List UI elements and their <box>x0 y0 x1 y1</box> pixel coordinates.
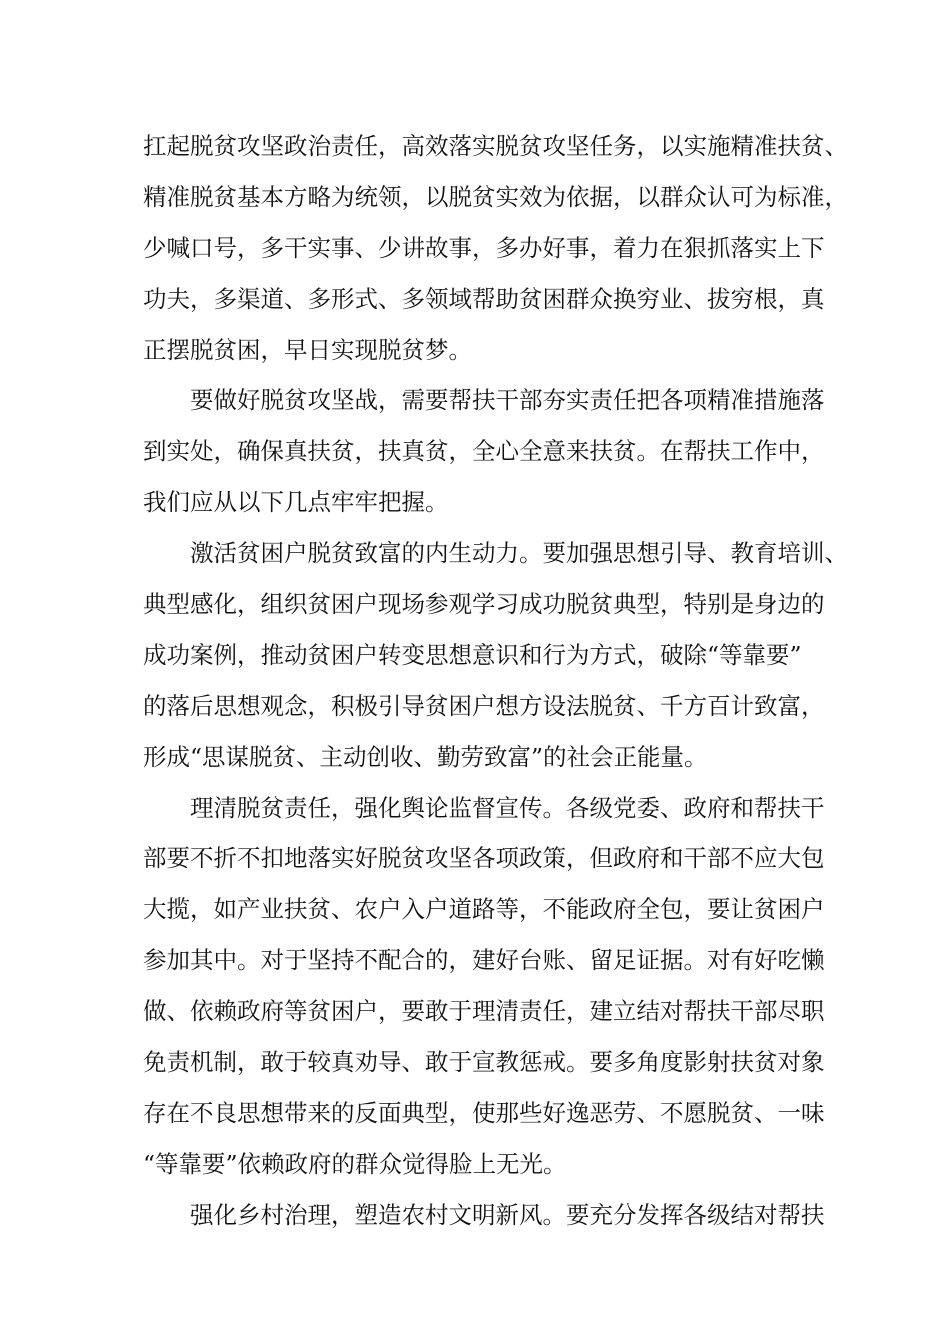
text-line: 典型感化，组织贫困户现场参观学习成功脱贫典型，特别是身边的 <box>143 590 825 619</box>
text-line: 我们应从以下几点牢牢把握。 <box>143 488 449 517</box>
text-line: 免责机制，敢于较真劝导、敢于宣教惩戒。要多角度影射扶贫对象 <box>143 1048 825 1077</box>
text-line: 正摆脱贫困，早日实现脱贫梦。 <box>143 335 472 364</box>
text-line: 少喊口号，多干实事、少讲故事，多办好事，着力在狠抓落实上下 <box>143 233 825 262</box>
text-line: 扛起脱贫攻坚政治责任，高效落实脱贫攻坚任务，以实施精准扶贫、 <box>143 132 848 160</box>
text-line: 功夫，多渠道、多形式、多领域帮助贫困群众换穷业、拔穷根，真 <box>143 284 825 313</box>
text-line: 精准脱贫基本方略为统领，以脱贫实效为依据，以群众认可为标准， <box>143 182 848 211</box>
body-text <box>143 121 848 1241</box>
text-line: 大揽，如产业扶贫、农户入户道路等，不能政府全包，要让贫困户 <box>143 895 825 924</box>
text-line: “等靠要”依赖政府的群众觉得脸上无光。 <box>143 1149 567 1178</box>
text-line: 的落后思想观念，积极引导贫困户想方设法脱贫、千方百计致富， <box>143 691 825 720</box>
paragraph-first-line: 激活贫困户脱贫致富的内生动力。要加强思想引导、教育培训、 <box>190 539 848 568</box>
text-line: 做、依赖政府等贫困户，要敢于理清责任，建立结对帮扶干部尽职 <box>143 997 825 1026</box>
paragraph-first-line: 强化乡村治理，塑造农村文明新风。要充分发挥各级结对帮扶 <box>190 1200 825 1229</box>
text-line: 形成“思谋脱贫、主动创收、勤劳致富”的社会正能量。 <box>143 742 708 771</box>
text-line: 参加其中。对于坚持不配合的，建好台账、留足证据。对有好吃懒 <box>143 946 825 975</box>
paragraph-first-line: 要做好脱贫攻坚战，需要帮扶干部夯实责任把各项精准措施落 <box>190 386 825 415</box>
text-line: 存在不良思想带来的反面典型，使那些好逸恶劳、不愿脱贫、一味 <box>143 1098 825 1127</box>
paragraph-first-line: 理清脱贫责任，强化舆论监督宣传。各级党委、政府和帮扶干 <box>190 793 825 822</box>
text-line: 到实处，确保真扶贫，扶真贫，全心全意来扶贫。在帮扶工作中， <box>143 437 825 466</box>
text-line: 成功案例，推动贫困户转变思想意识和行为方式，破除“等靠要” <box>143 640 802 669</box>
text-line: 部要不折不扣地落实好脱贫攻坚各项政策，但政府和干部不应大包 <box>143 844 825 873</box>
